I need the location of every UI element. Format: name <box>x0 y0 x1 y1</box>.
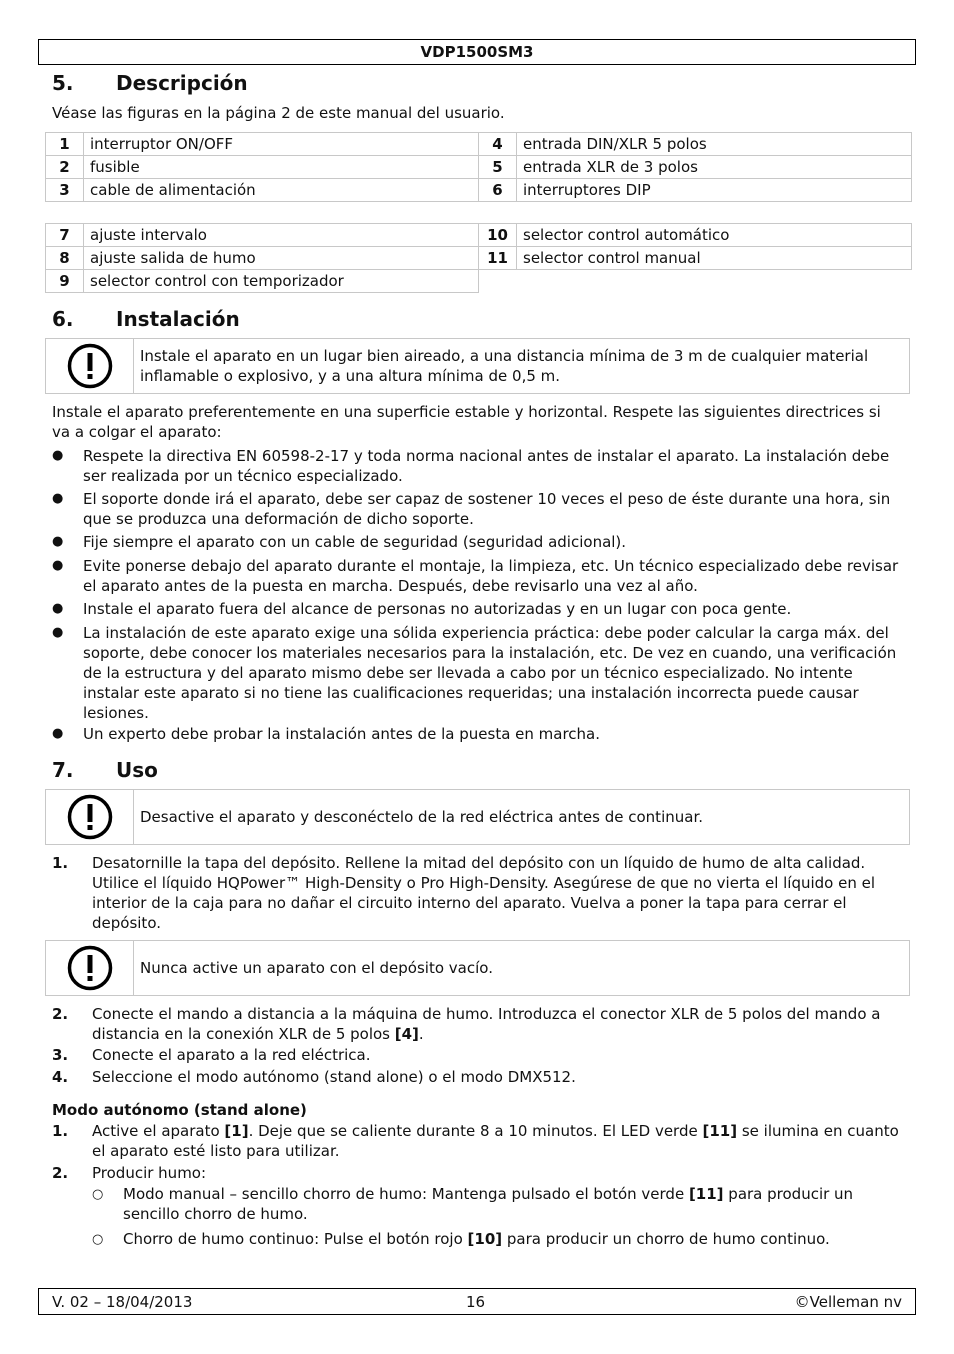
part-label: selector control automático <box>517 224 912 247</box>
step-number: 4. <box>52 1068 69 1086</box>
model-name: VDP1500SM3 <box>420 43 534 61</box>
sub-item-text <box>123 1229 902 1249</box>
parts-table-2 <box>45 223 912 293</box>
empty-cell <box>479 270 912 293</box>
circle-bullet-icon: ○ <box>92 1187 104 1202</box>
document-header <box>38 39 916 65</box>
page-number: 16 <box>466 1293 486 1311</box>
section-7-heading <box>52 758 158 782</box>
step-number: 3. <box>52 1046 69 1064</box>
part-number: 9 <box>46 270 84 293</box>
part-number: 10 <box>479 224 517 247</box>
step-text <box>92 1121 910 1161</box>
part-label: fusible <box>84 156 479 179</box>
list-item <box>52 724 910 744</box>
list-item <box>52 1004 910 1044</box>
text-run: Conecte el mando a distancia a la máquina de humo. Introduzca el conector XLR de 5 polos del mando a distancia en la conexión XLR de 5 polos <box>92 1005 881 1043</box>
section-number: 7. <box>52 758 74 782</box>
text-run: . <box>418 1025 424 1043</box>
warning-text: Desactive el aparato y desconéctelo de la red eléctrica antes de continuar. <box>140 808 703 826</box>
step-number: 1. <box>52 854 69 872</box>
list-item-text: El soporte donde irá el aparato, debe ser capaz de sostener 10 veces el peso de éste durante una hora, sin que se produzca una deformación de dicho soporte. <box>83 490 891 528</box>
list-item-text: Un experto debe probar la instalación antes de la puesta en marcha. <box>83 725 601 743</box>
section-title: Descripción <box>116 71 248 95</box>
list-item-text: Fije siempre el aparato con un cable de seguridad (seguridad adicional). <box>83 533 627 551</box>
section-5-intro: Véase las figuras en la página 2 de este manual del usuario. <box>52 104 505 122</box>
bullet-icon: ● <box>52 534 64 549</box>
part-reference: [1] <box>224 1122 249 1140</box>
list-item <box>52 1163 910 1183</box>
table-row <box>46 270 912 293</box>
document-footer <box>38 1288 916 1315</box>
list-item <box>52 1045 910 1065</box>
section-number: 5. <box>52 71 74 95</box>
table-row <box>46 247 912 270</box>
warning-box <box>45 789 910 845</box>
warning-icon <box>46 941 134 995</box>
step-text: Seleccione el modo autónomo (stand alone) o el modo DMX512. <box>92 1068 576 1086</box>
bullet-icon: ● <box>52 558 64 573</box>
table-row <box>46 179 912 202</box>
bullet-icon: ● <box>52 726 64 741</box>
text-run: se ilumina en cuanto el aparato esté listo para utilizar. <box>92 1122 899 1160</box>
part-reference: [11] <box>688 1185 724 1203</box>
section-6-heading <box>52 307 240 331</box>
list-item <box>52 853 910 933</box>
part-number: 1 <box>46 133 84 156</box>
part-label: entrada XLR de 3 polos <box>517 156 912 179</box>
part-label: cable de alimentación <box>84 179 479 202</box>
list-item-text: La instalación de este aparato exige una sólida experiencia práctica: debe poder calcular la carga máx. del soporte, debe conocer los materiales necesarios para la instalación, etc. De vez en cuando, una verificación de la estructura y del aparato mismo debe ser llevada a cabo por un técnico especializado. No intente instalar este aparato si no tiene las cualificaciones requeridas; una instalación incorrecta puede causar lesiones. <box>83 624 897 722</box>
copyright: ©Velleman nv <box>794 1293 902 1311</box>
part-label: selector control manual <box>517 247 912 270</box>
step-text: Desatornille la tapa del depósito. Rellene la mitad del depósito con un líquido de humo de alta calidad. Utilice el líquido HQPower™ High-Density o Pro High-Density. Asegúrese de que no vierta el líquido en el interior de la caja para no dañar el circuito interno del aparato. Vuelva a poner la tapa para cerrar el depósito. <box>92 854 876 932</box>
text-run: Active el aparato <box>92 1122 225 1140</box>
section-title: Instalación <box>116 307 240 331</box>
text-run: Chorro de humo continuo: Pulse el botón rojo <box>123 1230 468 1248</box>
table-row <box>46 156 912 179</box>
part-number: 11 <box>479 247 517 270</box>
warning-icon <box>46 790 134 844</box>
table-row <box>46 224 912 247</box>
warning-box <box>45 940 910 996</box>
part-number: 7 <box>46 224 84 247</box>
part-label: interruptor ON/OFF <box>84 133 479 156</box>
text-run: para producir un chorro de humo continuo. <box>502 1230 830 1248</box>
list-item-text: Respete la directiva EN 60598-2-17 y toda norma nacional antes de instalar el aparato. La instalación debe ser realizada por un técnico especializado. <box>83 447 890 485</box>
list-item <box>52 623 910 723</box>
warning-icon <box>46 339 134 393</box>
list-item <box>52 599 910 619</box>
part-label: selector control con temporizador <box>84 270 479 293</box>
warning-box <box>45 338 910 394</box>
warning-text: Instale el aparato en un lugar bien aireado, a una distancia mínima de 3 m de cualquier material inflamable o explosivo, y a una altura mínima de 0,5 m. <box>140 347 869 385</box>
part-reference: [10] <box>467 1230 503 1248</box>
step-text: Conecte el aparato a la red eléctrica. <box>92 1046 371 1064</box>
part-reference: [11] <box>702 1122 738 1140</box>
list-item-text: Instale el aparato fuera del alcance de personas no autorizadas y en un lugar con poca gente. <box>83 600 792 618</box>
part-number: 2 <box>46 156 84 179</box>
section-number: 6. <box>52 307 74 331</box>
section-6-intro: Instale el aparato preferentemente en una superficie estable y horizontal. Respete las siguientes directrices si va a colgar el aparato: <box>52 403 881 441</box>
text-run: para producir un sencillo chorro de humo. <box>123 1185 854 1223</box>
part-number: 5 <box>479 156 517 179</box>
section-title: Uso <box>116 758 158 782</box>
part-label: ajuste intervalo <box>84 224 479 247</box>
step-text <box>92 1004 910 1044</box>
bullet-icon: ● <box>52 448 64 463</box>
subsection-title: Modo autónomo (stand alone) <box>52 1101 307 1119</box>
list-item-text: Evite ponerse debajo del aparato durante el montaje, la limpieza, etc. Un técnico especializado debe revisar el aparato antes de la puesta en marcha. Después, debe revisarlo una vez al año. <box>83 557 899 595</box>
section-5-heading <box>52 71 248 95</box>
part-label: interruptores DIP <box>517 179 912 202</box>
sub-list-item <box>92 1229 902 1249</box>
text-run: Modo manual – sencillo chorro de humo: Mantenga pulsado el botón verde <box>123 1185 689 1203</box>
sub-item-text <box>123 1184 892 1224</box>
part-number: 6 <box>479 179 517 202</box>
circle-bullet-icon: ○ <box>92 1232 104 1247</box>
list-item <box>52 1121 910 1161</box>
text-run: . Deje que se caliente durante 8 a 10 minutos. El LED verde <box>248 1122 703 1140</box>
sub-list-item <box>92 1184 892 1224</box>
list-item <box>52 489 910 529</box>
part-label: ajuste salida de humo <box>84 247 479 270</box>
part-label: entrada DIN/XLR 5 polos <box>517 133 912 156</box>
list-item <box>52 556 910 596</box>
part-number: 4 <box>479 133 517 156</box>
warning-text: Nunca active un aparato con el depósito vacío. <box>140 959 493 977</box>
step-number: 1. <box>52 1122 69 1140</box>
bullet-icon: ● <box>52 491 64 506</box>
parts-table-1 <box>45 132 912 202</box>
part-number: 3 <box>46 179 84 202</box>
step-number: 2. <box>52 1005 69 1023</box>
bullet-icon: ● <box>52 625 64 640</box>
part-number: 8 <box>46 247 84 270</box>
step-text: Producir humo: <box>92 1164 207 1182</box>
list-item <box>52 446 910 486</box>
list-item <box>52 1067 910 1087</box>
part-reference: [4] <box>394 1025 419 1043</box>
version-date: V. 02 – 18/04/2013 <box>52 1293 193 1311</box>
table-row <box>46 133 912 156</box>
list-item <box>52 532 910 552</box>
bullet-icon: ● <box>52 601 64 616</box>
step-number: 2. <box>52 1164 69 1182</box>
